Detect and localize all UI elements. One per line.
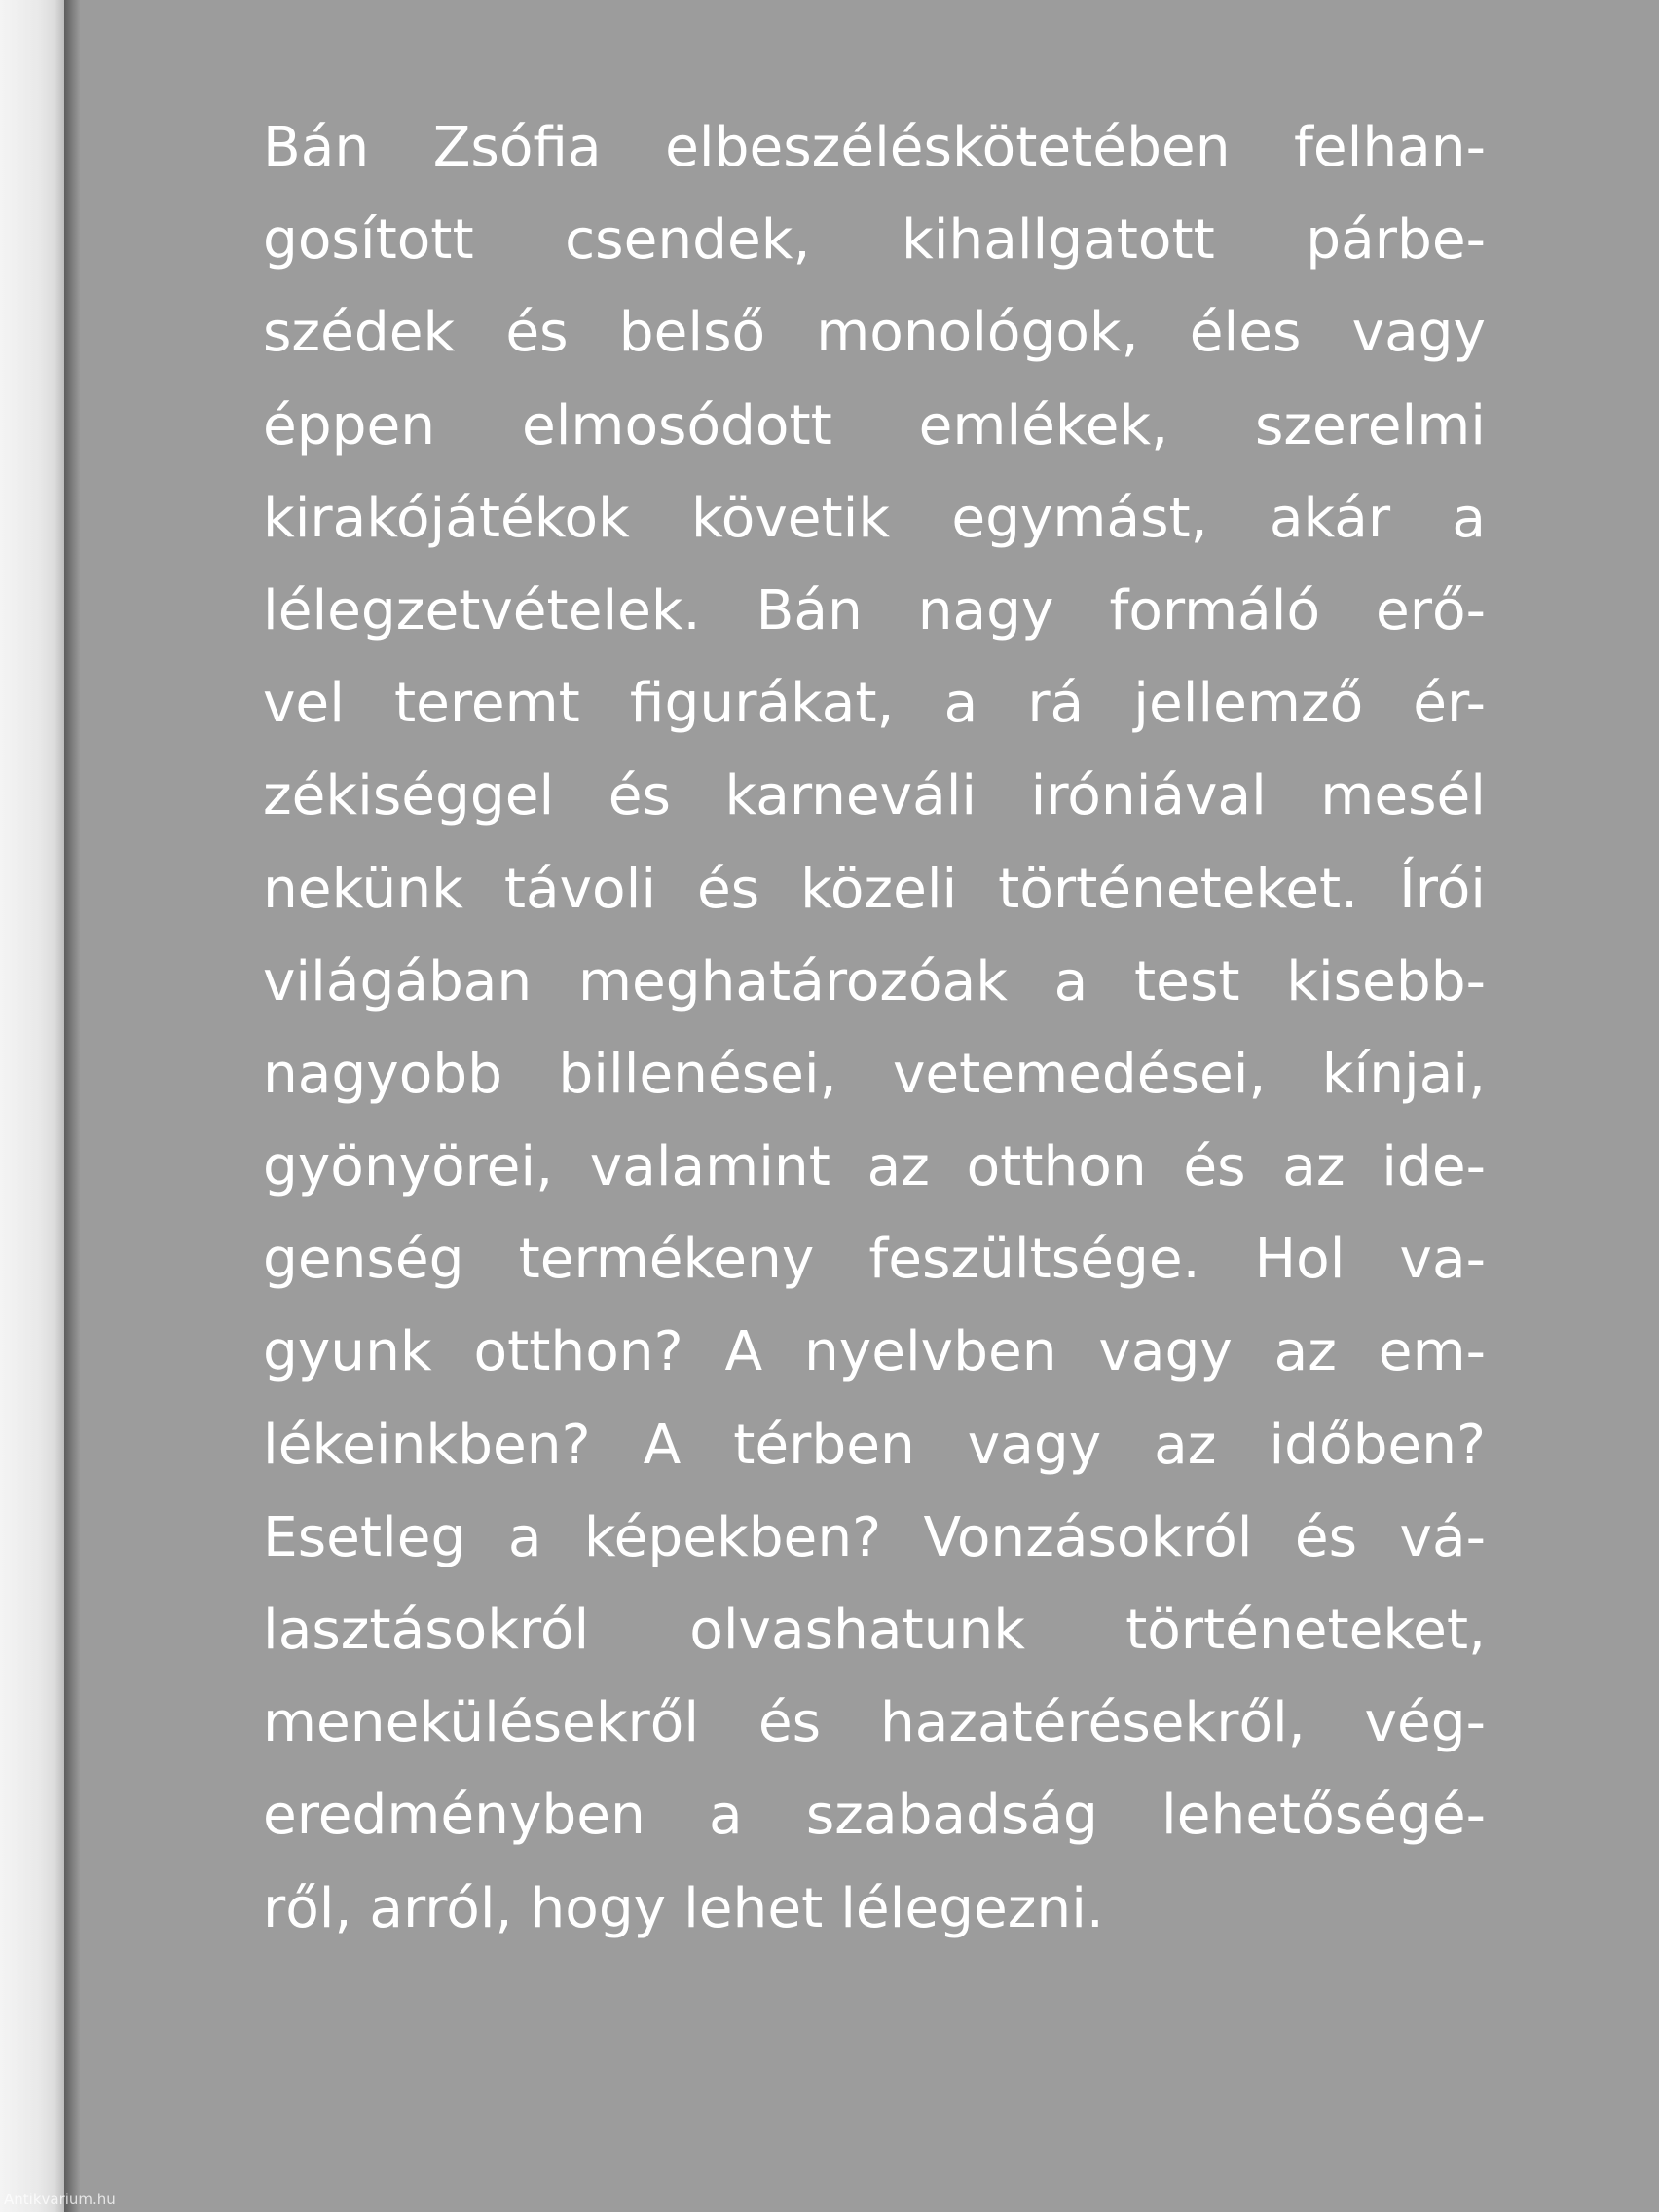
blurb-line: kirakójátékok követik egymást, akár a bbox=[263, 486, 1486, 550]
blurb-line: gyönyörei, valamint az otthon és az ide- bbox=[263, 1135, 1486, 1199]
blurb-line: genség termékeny feszültsége. Hol va- bbox=[263, 1228, 1486, 1292]
blurb-line: vel teremt figurákat, a rá jellemző ér- bbox=[263, 672, 1486, 736]
blurb-line: Esetleg a képekben? Vonzásokról és vá- bbox=[263, 1505, 1486, 1569]
blurb-line: menekülésekről és hazatérésekről, vég- bbox=[263, 1691, 1486, 1755]
blurb-line: éppen elmosódott emlékek, szerelmi bbox=[263, 393, 1486, 458]
blurb-line: lékeinkben? A térben vagy az időben? bbox=[263, 1413, 1486, 1477]
blurb-line: gyunk otthon? A nyelvben vagy az em- bbox=[263, 1320, 1486, 1384]
blurb-line: ről, arról, hogy lehet lélegezni. bbox=[263, 1876, 1104, 1940]
spine-shadow bbox=[64, 0, 80, 2212]
blurb-line: lélegzetvételek. Bán nagy formáló erő- bbox=[263, 578, 1486, 643]
blurb-line: lasztásokról olvashatunk történeteket, bbox=[263, 1599, 1486, 1662]
blurb-line: Bán Zsófia elbeszéléskötetében felhan- bbox=[263, 116, 1486, 179]
blurb-line: zékiséggel és karneváli iróniával mesél bbox=[263, 764, 1486, 829]
paper-page-edge bbox=[0, 0, 64, 2212]
blurb-line: gosított csendek, kihallgatott párbe- bbox=[263, 208, 1486, 273]
blurb-line: szédek és belső monológok, éles vagy bbox=[263, 301, 1486, 365]
blurb-line: nagyobb billenései, vetemedései, kínjai, bbox=[263, 1042, 1486, 1106]
blurb-line: eredményben a szabadság lehetőségé- bbox=[263, 1784, 1486, 1848]
blurb-line: világában meghatározóak a test kisebb- bbox=[263, 949, 1486, 1014]
watermark: Antikvarium.hu bbox=[4, 2191, 116, 2208]
back-cover-blurb bbox=[263, 101, 1486, 1955]
blurb-line: nekünk távoli és közeli történeteket. Írói bbox=[263, 857, 1486, 921]
